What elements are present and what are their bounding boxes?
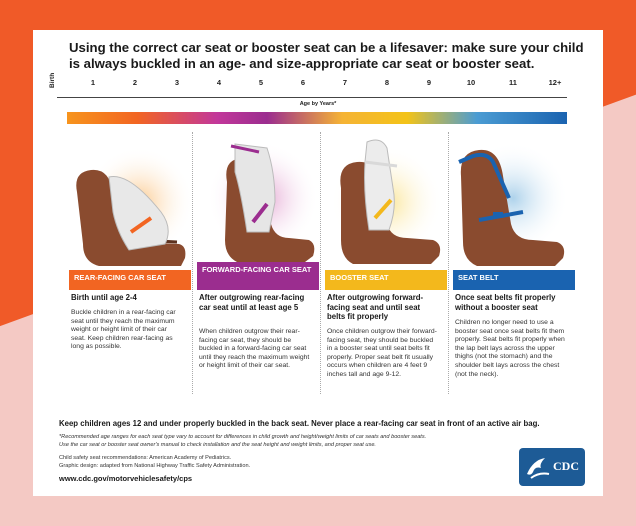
stage-subtitle: After outgrowing forward-facing seat and until seat belts fit properly xyxy=(327,293,424,322)
stage-description: Buckle children in a rear-facing car seat until they reach the maximum weight or height limit of their car seat. Keep children rear-facing as long as possible. xyxy=(71,309,176,351)
age-tick: 8 xyxy=(384,78,390,87)
stage-subtitle: After outgrowing rear-facing car seat until at least age 5 xyxy=(199,293,305,312)
stage-label: FORWARD-FACING CAR SEAT xyxy=(197,262,319,290)
age-tick: 2 xyxy=(132,78,138,87)
age-tick: 7 xyxy=(342,78,348,87)
age-tick: 6 xyxy=(300,78,306,87)
age-tick: 1 xyxy=(90,78,96,87)
column-divider xyxy=(320,132,321,394)
age-tick: 4 xyxy=(216,78,222,87)
age-tick: 9 xyxy=(426,78,432,87)
hhs-eagle-icon xyxy=(523,452,553,482)
age-tick: 10 xyxy=(466,78,476,87)
age-tick: 12+ xyxy=(548,78,562,87)
age-tick: 5 xyxy=(258,78,264,87)
age-axis-line xyxy=(57,97,567,98)
age-tick: 3 xyxy=(174,78,180,87)
seat-belt-illustration xyxy=(453,132,577,270)
credit-aap: Child safety seat recommendations: American Academy of Pediatrics. xyxy=(59,455,232,461)
footnote-manual: Use the car seat or booster seat owner's manual to check installation and the seat height and weight limits, and proper seat use. xyxy=(59,442,376,448)
cdc-url-link[interactable]: www.cdc.gov/motorvehiclesafety/cps xyxy=(59,474,193,483)
column-divider xyxy=(192,132,193,394)
footnote-age-ranges: *Recommended age ranges for each seat type vary to account for differences in child growth and height/weight limits of car seats and booster seats. xyxy=(59,434,427,440)
stage-description: Once children outgrow their forward-facing seat, they should be buckled in a booster seat until seat belts fit properly. Proper seat belt fit usually occurs when children are 4 feet 9 inches tall and age 9-12. xyxy=(327,328,437,378)
back-seat-warning: Keep children ages 12 and under properly buckled in the back seat. Never place a rear-facing car seat in front of an active air bag. xyxy=(59,419,540,428)
birth-label: Birth xyxy=(49,72,56,88)
credit-nhtsa: Graphic design: adapted from National Highway Traffic Safety Administration. xyxy=(59,463,251,469)
stage-description: When children outgrow their rear-facing car seat, they should be buckled in a forward-facing car seat until they reach the maximum weight or height limit of their car seat. xyxy=(199,328,310,370)
cdc-logo-text: CDC xyxy=(553,459,579,473)
age-tick: 11 xyxy=(509,78,517,87)
infographic-title: Using the correct car seat or booster seat can be a lifesaver: make sure your child is always buckled in an age- and size-appropriate car seat or booster seat. xyxy=(69,40,584,71)
rear-facing-seat-illustration xyxy=(69,132,193,270)
booster-seat-illustration xyxy=(325,132,449,270)
stage-label: REAR-FACING CAR SEAT xyxy=(69,270,191,290)
stage-subtitle: Birth until age 2-4 xyxy=(71,293,137,302)
age-gradient-bar xyxy=(67,112,567,124)
cdc-logo xyxy=(519,448,585,486)
stage-subtitle: Once seat belts fit properly without a booster seat xyxy=(455,293,556,312)
age-axis-label: Age by Years* xyxy=(299,101,337,107)
stage-label: BOOSTER SEAT xyxy=(325,270,447,290)
column-divider xyxy=(448,132,449,394)
stage-label: SEAT BELT xyxy=(453,270,575,290)
stage-description: Children no longer need to use a booster seat once seat belts fit them properly. Seat belts fit properly when the lap belt lays across the upper thighs (not the stomach) and the shoulder belt lays across the chest (not the neck). xyxy=(455,319,565,378)
forward-facing-seat-illustration xyxy=(197,132,321,270)
infographic-card xyxy=(33,30,603,496)
